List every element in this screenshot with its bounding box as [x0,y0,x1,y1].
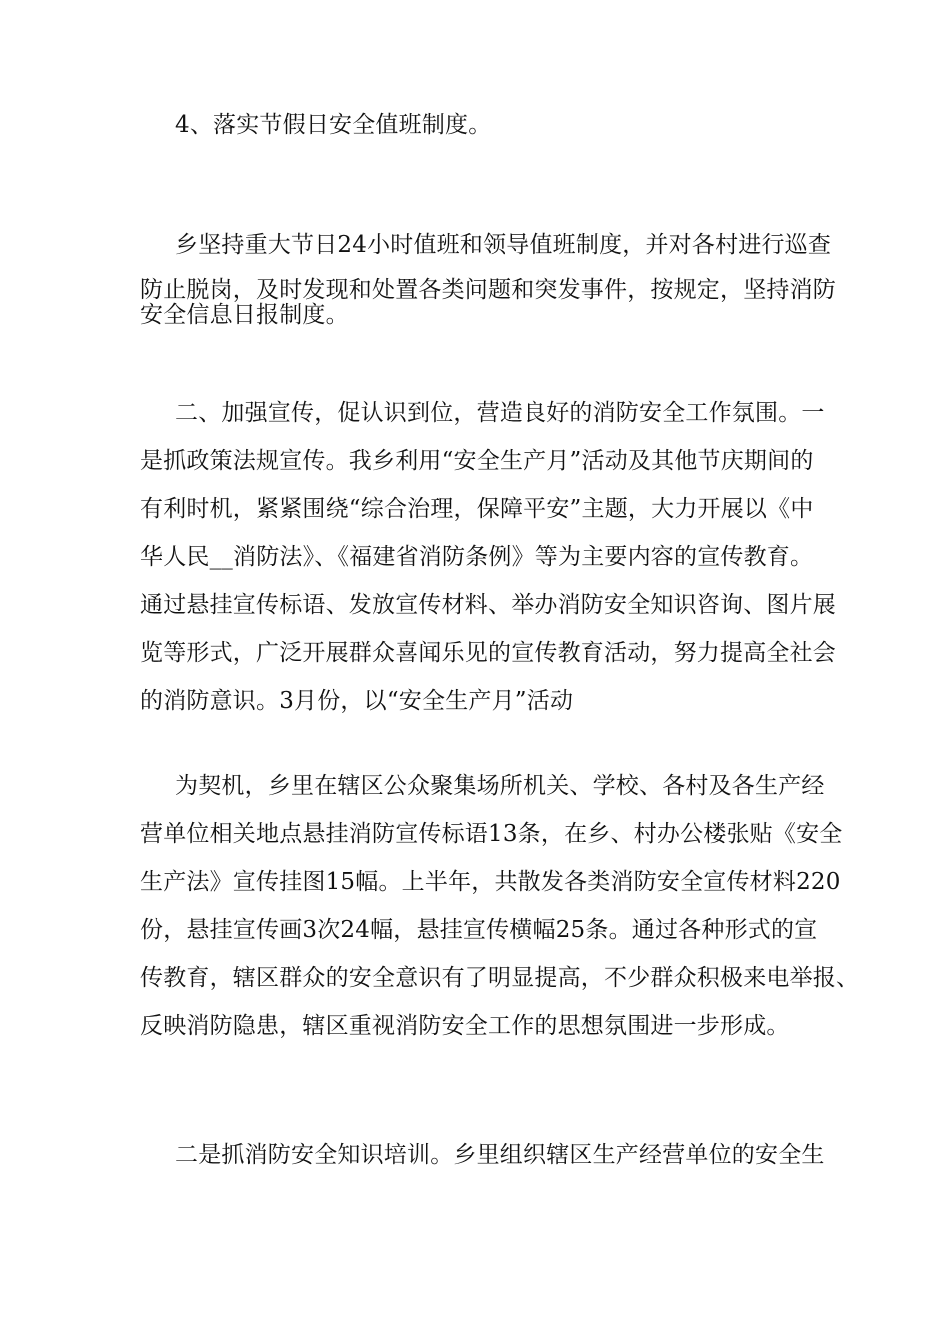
paragraph-1-line-1: 4、落实节假日安全值班制度。 [175,112,492,138]
paragraph-4-line-3: 生产法》宣传挂图15幅。上半年，共散发各类消防安全宣传材料220 [140,869,841,895]
paragraph-4-line-2: 营单位相关地点悬挂消防宣传标语13条，在乡、村办公楼张贴《安全 [140,821,843,847]
paragraph-4-line-6: 反映消防隐患，辖区重视消防安全工作的思想氛围进一步形成。 [140,1013,790,1039]
paragraph-3-line-1: 二、加强宣传，促认识到位，营造良好的消防安全工作氛围。一 [175,400,825,426]
paragraph-2-line-1: 乡坚持重大节日24小时值班和领导值班制度，并对各村进行巡查 [175,232,832,258]
paragraph-5-line-1: 二是抓消防安全知识培训。乡里组织辖区生产经营单位的安全生 [175,1142,825,1168]
paragraph-2-line-3: 安全信息日报制度。 [140,302,349,328]
paragraph-3-line-3: 有利时机，紧紧围绕“综合治理，保障平安”主题，大力开展以《中 [140,496,814,522]
paragraph-4-line-5: 传教育，辖区群众的安全意识有了明显提高，不少群众积极来电举报、 [140,965,860,991]
paragraph-3-line-7: 的消防意识。3月份，以“安全生产月”活动 [140,688,574,714]
paragraph-3-line-6: 览等形式，广泛开展群众喜闻乐见的宣传教育活动，努力提高全社会 [140,640,836,666]
paragraph-4-line-4: 份，悬挂宣传画3次24幅，悬挂宣传横幅25条。通过各种形式的宣 [140,917,818,943]
paragraph-3-line-5: 通过悬挂宣传标语、发放宣传材料、举办消防安全知识咨询、图片展 [140,592,836,618]
paragraph-3-line-4: 华人民__消防法》、《福建省消防条例》等为主要内容的宣传教育。 [140,544,814,570]
paragraph-3-line-2: 是抓政策法规宣传。我乡利用“安全生产月”活动及其他节庆期间的 [140,448,814,474]
paragraph-4-line-1: 为契机，乡里在辖区公众聚集场所机关、学校、各村及各生产经 [175,773,825,799]
paragraph-2-line-2: 防止脱岗，及时发现和处置各类问题和突发事件，按规定，坚持消防 [140,277,836,303]
